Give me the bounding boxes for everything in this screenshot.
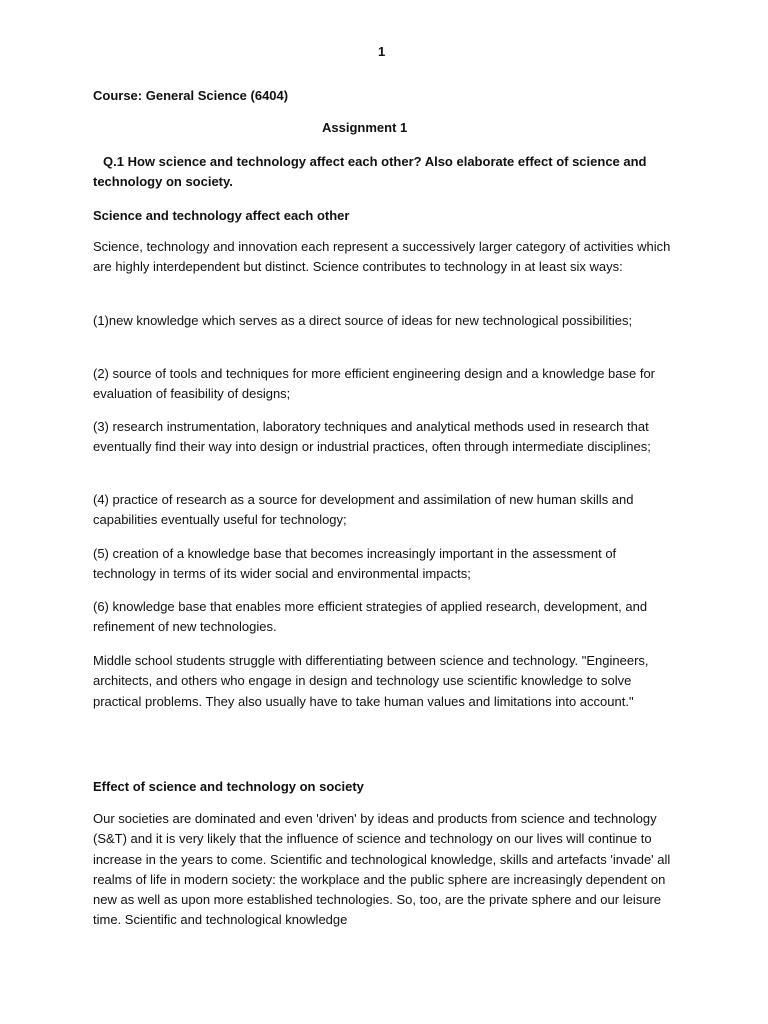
list-item-point-5: (5) creation of a knowledge base that becomes increasingly important in the assessment of technology in terms of its wider social and environmental impacts; <box>93 546 617 582</box>
section-heading-interaction: Science and technology affect each other <box>93 208 350 223</box>
section-intro-paragraph: Science, technology and innovation each represent a successively larger category of activities which are highly interdependent but distinct. Science contributes to technology in at least six ways: <box>93 239 671 275</box>
assignment-title: Assignment 1 <box>322 120 408 135</box>
question-text: Q.1 How science and technology affect each other? Also elaborate effect of science and technology on society. <box>93 154 647 190</box>
course-title: Course: General Science (6404) <box>93 88 289 103</box>
list-item-point-2: (2) source of tools and techniques for more efficient engineering design and a knowledge base for evaluation of feasibility of designs; <box>93 366 656 402</box>
list-item-point-4: (4) practice of research as a source for development and assimilation of new human skills and capabilities eventually useful for technology; <box>93 492 634 528</box>
section-heading-society: Effect of science and technology on society <box>93 779 364 794</box>
list-item-point-1: (1)new knowledge which serves as a direct source of ideas for new technological possibilities; <box>93 313 633 328</box>
closing-paragraph: Middle school students struggle with differentiating between science and technology. "Engineers, architects, and others who engage in design and technology use scientific knowledge to solve practical problems. They also usually have to take human values and limitations into account." <box>93 653 649 709</box>
list-item-point-6: (6) knowledge base that enables more efficient strategies of applied research, development, and refinement of new technologies. <box>93 599 648 635</box>
list-item-point-3: (3) research instrumentation, laboratory techniques and analytical methods used in research that eventually find their way into design or industrial practices, often through intermediate disciplines; <box>93 419 651 455</box>
society-paragraph: Our societies are dominated and even 'driven' by ideas and products from science and technology (S&T) and it is very likely that the influence of science and technology on our lives will continue to increase in the years to come. Scientific and technological knowledge, skills and artefacts 'invade' all realms of life in modern society: the workplace and the public sphere are increasingly dependent on new as well as upon more established technologies. So, too, are the private sphere and our leisure time. Scientific and technological knowledge <box>93 811 671 928</box>
page-number: 1 <box>378 44 386 59</box>
